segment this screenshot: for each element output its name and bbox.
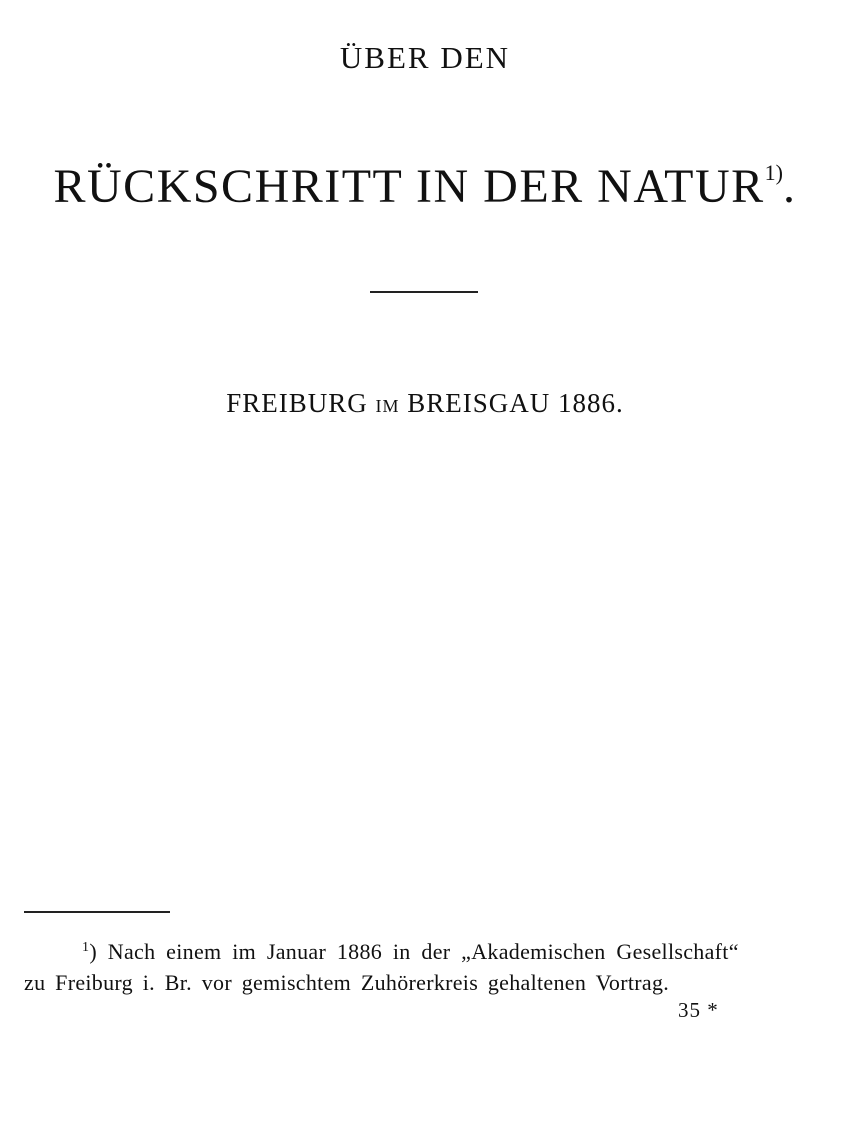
main-title-text: RÜCKSCHRITT IN DER NATUR bbox=[53, 160, 765, 213]
footnote-divider bbox=[24, 911, 170, 913]
imprint-city: FREIBURG bbox=[226, 388, 368, 418]
imprint-line bbox=[0, 386, 850, 423]
main-title bbox=[0, 143, 850, 217]
footnote-reference: 1) bbox=[764, 160, 783, 185]
footnote-line-1 bbox=[24, 932, 830, 967]
title-divider bbox=[370, 291, 478, 293]
footnote-marker-paren: ) bbox=[89, 939, 97, 964]
footnote bbox=[24, 932, 830, 998]
sheet-signature: 35 * bbox=[678, 998, 719, 1022]
pre-title: ÜBER DEN bbox=[339, 40, 511, 75]
footnote-line-2: zu Freiburg i. Br. vor gemischtem Zuhörerkreis gehaltenen Vortrag. bbox=[24, 970, 670, 995]
footnote-marker: 1 bbox=[82, 940, 90, 955]
footnote-text-1: Nach einem im Januar 1886 in der „Akademischen Gesellschaft“ bbox=[107, 939, 739, 964]
main-title-period: . bbox=[783, 160, 797, 213]
imprint-preposition: IM bbox=[375, 396, 400, 416]
imprint-region-year: BREISGAU 1886. bbox=[407, 388, 624, 418]
